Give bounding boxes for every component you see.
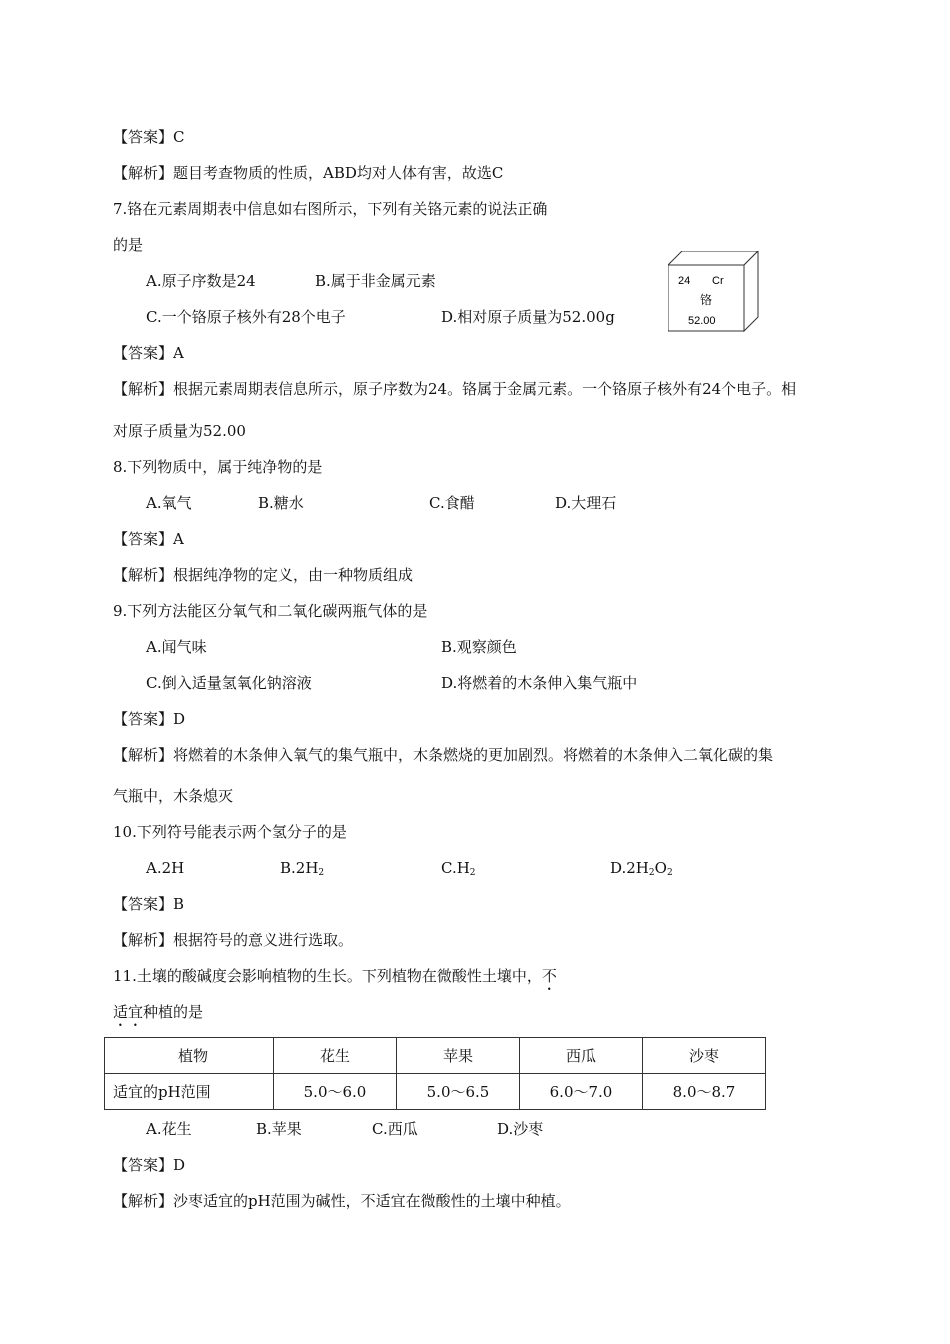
- table-header-cell: 植物: [105, 1038, 274, 1074]
- q8-option-a: A.氧气: [146, 494, 192, 512]
- table-header-cell: 西瓜: [520, 1038, 643, 1074]
- table-header-cell: 沙枣: [643, 1038, 766, 1074]
- q9-option-a: A.闻气味: [146, 638, 207, 656]
- q8-answer: 【答案】A: [113, 530, 184, 548]
- q7-option-a: A.原子序数是24: [146, 272, 256, 290]
- q11-option-a: A.花生: [146, 1120, 192, 1138]
- table-row: [105, 1074, 766, 1110]
- q9-analysis-line2: 气瓶中，木条熄灭: [113, 787, 234, 805]
- q9-answer: 【答案】D: [113, 710, 186, 728]
- ph-range-table: [104, 1037, 766, 1110]
- q7-option-d: D.相对原子质量为52.00g: [441, 308, 615, 326]
- q7-stem-line2: 的是: [113, 236, 144, 254]
- element-atomic-mass: 52.00: [688, 315, 716, 327]
- q6-analysis: 【解析】题目考查物质的性质，ABD均对人体有害，故选C: [113, 164, 504, 182]
- table-cell: 5.0～6.5: [397, 1074, 520, 1110]
- table-cell: 适宜的pH范围: [105, 1074, 274, 1110]
- table-cell: 6.0～7.0: [520, 1074, 643, 1110]
- q11-option-b: B.苹果: [256, 1120, 302, 1138]
- q9-analysis-line1: 【解析】将燃着的木条伸入氧气的集气瓶中，木条燃烧的更加剧烈。将燃着的木条伸入二氧化碳的集: [113, 746, 774, 764]
- q6-answer: 【答案】C: [113, 128, 185, 146]
- q9-option-d: D.将燃着的木条伸入集气瓶中: [441, 674, 638, 692]
- chromium-element-tile-figure: [668, 251, 760, 333]
- q7-option-b: B.属于非金属元素: [315, 272, 436, 290]
- q7-stem-line1: 7.铬在元素周期表中信息如右图所示，下列有关铬元素的说法正确: [113, 200, 548, 218]
- element-name: 铬: [699, 293, 713, 307]
- q10-option-c: $C.H_2$: [441, 859, 476, 878]
- element-atomic-number: 24: [678, 275, 691, 287]
- q7-analysis-line1: 【解析】根据元素周期表信息所示，原子序数为24。铬属于金属元素。一个铬原子核外有24个电子。相: [113, 380, 797, 398]
- q11-stem-line1: 11.土壤的酸碱度会影响植物的生长。下列植物在微酸性土壤中，不: [113, 967, 557, 985]
- q10-answer: 【答案】B: [113, 895, 185, 913]
- q11-answer: 【答案】D: [113, 1156, 186, 1174]
- q8-stem: 8.下列物质中，属于纯净物的是: [113, 458, 323, 476]
- q10-option-b: $B.2H_2$: [280, 859, 325, 878]
- table-cell: 8.0～8.7: [643, 1074, 766, 1110]
- q11-analysis: 【解析】沙枣适宜的pH范围为碱性，不适宜在微酸性的土壤中种植。: [113, 1192, 571, 1210]
- table-header-cell: 花生: [274, 1038, 397, 1074]
- q8-option-c: C.食醋: [429, 494, 475, 512]
- q7-answer: 【答案】A: [113, 344, 184, 362]
- q8-option-d: D.大理石: [555, 494, 617, 512]
- table-row: [105, 1038, 766, 1074]
- element-symbol: Cr: [712, 275, 724, 287]
- table-cell: 5.0～6.0: [274, 1074, 397, 1110]
- q10-analysis: 【解析】根据符号的意义进行选取。: [113, 931, 354, 949]
- table-header-cell: 苹果: [397, 1038, 520, 1074]
- q9-stem: 9.下列方法能区分氧气和二氧化碳两瓶气体的是: [113, 602, 428, 620]
- q9-option-c: C.倒入适量氢氧化钠溶液: [146, 674, 312, 692]
- q8-analysis: 【解析】根据纯净物的定义，由一种物质组成: [113, 566, 414, 584]
- q10-option-a: A.2H: [146, 859, 185, 877]
- q11-option-c: C.西瓜: [372, 1120, 418, 1138]
- q7-analysis-line2: 对原子质量为52.00: [113, 422, 246, 440]
- q8-option-b: B.糖水: [258, 494, 304, 512]
- q7-option-c: C.一个铬原子核外有28个电子: [146, 308, 346, 326]
- q10-option-d: $D.2H_2O_2$: [610, 859, 673, 878]
- q11-stem-line2: 适宜种植的是: [113, 1003, 204, 1021]
- q10-stem: 10.下列符号能表示两个氢分子的是: [113, 823, 347, 841]
- q9-option-b: B.观察颜色: [441, 638, 517, 656]
- q11-option-d: D.沙枣: [497, 1120, 544, 1138]
